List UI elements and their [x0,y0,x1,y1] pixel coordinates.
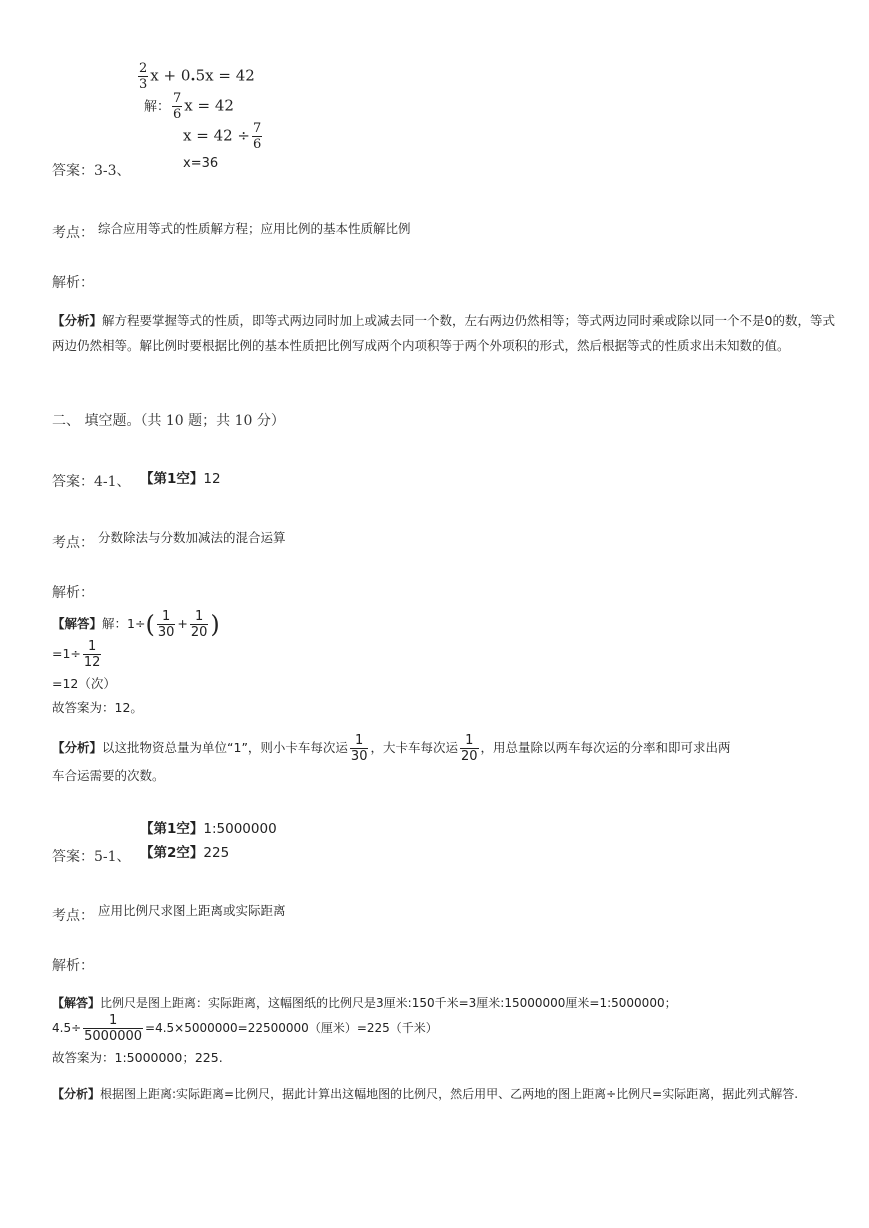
analysis-paragraph: 【分析】解方程要掌握等式的性质，即等式两边同时加上或减去同一个数，左右两边仍然相等；等式两边同时乘或除以同一个不是0的数，等式两边仍然相等。解比例时要根据比例的基本性质把比例写成两个内项积等于两个外项积的形式，然后根据等式的性质求出未知数的值。 [52,313,835,353]
jiexi-label: 解析： [52,585,94,601]
fraction: $\frac{1}{30}$ [350,733,368,764]
fraction: $\frac{1}{5000000}$ [84,1013,143,1044]
jiexi-label: 解析： [52,275,94,291]
kaodian-text: 综合应用等式的性质解方程；应用比例的基本性质解比例 [98,221,411,236]
analysis-line-2: 车合运需要的次数。 [52,768,165,783]
kaodian-text: 应用比例尺求图上距离或实际距离 [98,903,286,918]
answer-value: 【第1空】12 [140,471,221,487]
equation-line-3: x = 42 ÷ $\frac{7}{6}$ [183,121,262,152]
kaodian-text: 分数除法与分数加减法的混合运算 [98,530,286,545]
section-heading: 二、 填空题。（共 10 题；共 10 分） [52,413,285,429]
answer-label-3-3: 答案：3-3、 [52,163,131,179]
solution-line-2: =1÷ $\frac{1}{12}$ [52,639,101,670]
dot: . [190,66,196,85]
solution-line-3: =12（次） [52,676,116,691]
solution-line-1: 【解答】比例尺是图上距离：实际距离，这幅图纸的比例尺是3厘米:150千米=3厘米:15000000厘米=1:5000000； [52,996,677,1010]
kaodian-label: 考点： [52,908,94,924]
solution-line-2: 4.5÷ $\frac{1}{5000000}$ =4.5×5000000=22500000（厘米）=225（千米） [52,1013,438,1044]
jiexi-label: 解析： [52,958,94,974]
equation-line-2: 解： $\frac{7}{6}$ x = 42 [144,91,234,122]
fraction: $\frac{1}{12}$ [83,639,101,670]
fraction: $\frac{1}{20}$ [460,733,478,764]
analysis-line-1: 【分析】以这批物资总量为单位“1”，则小卡车每次运 $\frac{1}{30}$ ，大卡车每次运 $\frac{1}{20}$ ，用总量除以两车每次运的分率和即可求出两 [52,733,731,764]
fraction: $\frac{2}{3}$ [139,61,148,92]
answer-value-1: 【第1空】1:5000000 [140,821,277,837]
equation-line-1: $\frac{2}{3}$ x + 0.5x = 42 [139,61,255,92]
answer-value-2: 【第2空】225 [140,845,230,861]
fraction: $\frac{1}{30}$ [157,609,175,640]
equation-line-4: x=36 [183,156,219,171]
answer-label-4-1: 答案：4-1、 [52,474,131,490]
fraction: $\frac{7}{6}$ [253,121,262,152]
kaodian-label: 考点： [52,535,94,551]
solution-line-3: 故答案为：1:5000000；225. [52,1050,223,1065]
answer-label-5-1: 答案：5-1、 [52,849,131,865]
solution-line-4: 故答案为：12。 [52,700,143,715]
analysis-paragraph: 【分析】根据图上距离:实际距离=比例尺，据此计算出这幅地图的比例尺，然后用甲、乙两地的图上距离÷比例尺=实际距离，据此列式解答. [52,1087,799,1101]
fraction: $\frac{1}{20}$ [190,609,208,640]
solution-line-1: 【解答】解：1÷( $\frac{1}{30}$ + $\frac{1}{20}$ ) [52,609,220,640]
kaodian-label: 考点： [52,225,94,241]
fraction: $\frac{7}{6}$ [173,91,182,122]
